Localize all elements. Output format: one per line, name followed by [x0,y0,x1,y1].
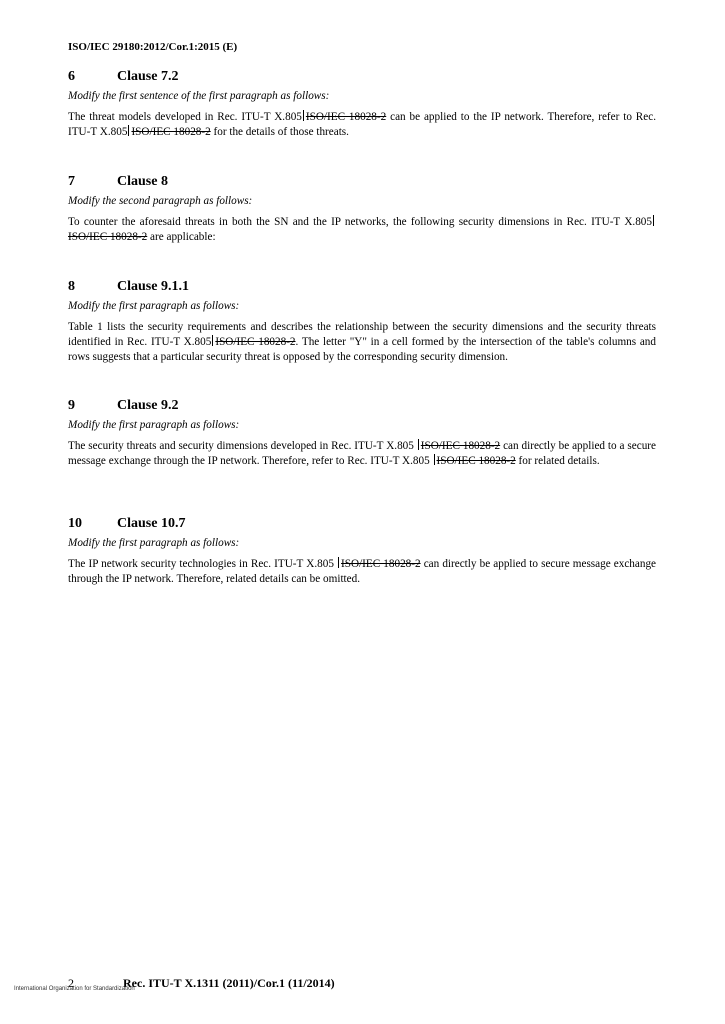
separator-bar [434,454,435,465]
section-clause-10-7 [68,514,656,587]
paragraph-text: Table 1 lists the security requirements and describes the relationship between the security dimensions and the security threats identified in Rec. ITU-T X.805 [68,321,656,348]
deleted-reference: ISO/IEC 18028-2 [436,455,516,467]
section-paragraph [68,439,656,469]
paragraph-text: The IP network security technologies in Rec. ITU-T X.805 [68,558,338,570]
paragraph-text: The security threats and security dimensions developed in Rec. ITU-T X.805 [68,440,417,452]
deleted-reference: ISO/IEC 18028-2 [215,336,296,348]
deleted-reference: ISO/IEC 18028-2 [341,558,421,570]
paragraph-text: can be applied to the IP network. Therefore, refer to Rec. ITU-T X.805 [68,111,656,138]
paragraph-text: can directly be applied to a secure message exchange through the IP network. Therefore, refer to Rec. ITU-T X.805 [68,440,656,467]
section-heading [68,172,656,192]
footer-title: Rec. ITU-T X.1311 (2011)/Cor.1 (11/2014) [123,976,335,990]
section-paragraph [68,110,656,140]
separator-bar [653,215,654,226]
page-number: 2 [68,976,74,990]
separator-bar [418,439,419,450]
section-clause-8 [68,172,656,245]
deleted-reference: ISO/IEC 18028-2 [68,231,148,243]
paragraph-text: . The letter "Y" in a cell formed by the intersection of the table's columns and rows suggests that a particular security threat is opposed by the corresponding security dimension. [68,336,656,363]
separator-bar [212,335,213,346]
document-id-header: ISO/IEC 29180:2012/Cor.1:2015 (E) [68,41,238,53]
edit-instruction: Modify the second paragraph as follows: [68,195,253,207]
section-number: 7 [68,174,75,189]
section-clause-9-2 [68,396,656,469]
section-number: 6 [68,69,75,84]
edit-instruction: Modify the first paragraph as follows: [68,419,240,431]
deleted-reference: ISO/IEC 18028-2 [131,126,211,138]
edit-instruction: Modify the first paragraph as follows: [68,537,240,549]
section-heading [68,514,656,534]
section-title: Clause 9.2 [117,398,179,413]
section-number: 10 [68,516,82,531]
paragraph-text: can directly be applied to secure message exchange through the IP network. Therefore, related details can be omitted. [68,558,657,585]
paragraph-text: for related details. [515,455,600,467]
paragraph-text: The threat models developed in Rec. ITU-T X.805 [68,111,302,123]
section-clause-9-1-1 [68,277,656,365]
paragraph-text: for the details of those threats. [210,126,349,138]
section-number: 9 [68,398,75,413]
section-title: Clause 7.2 [117,69,179,84]
separator-bar [338,557,339,568]
section-title: Clause 9.1.1 [117,279,189,294]
section-heading [68,277,656,297]
section-heading [68,67,656,87]
footer-organization: International Organization for Standardization [14,986,135,992]
separator-bar [303,110,304,121]
deleted-reference: ISO/IEC 18028-2 [420,440,501,452]
section-paragraph [68,557,656,587]
paragraph-text: are applicable: [147,231,216,243]
separator-bar [128,125,129,136]
edit-instruction: Modify the first sentence of the first paragraph as follows: [68,90,330,102]
deleted-reference: ISO/IEC 18028-2 [305,111,387,123]
section-number: 8 [68,279,75,294]
paragraph-text: To counter the aforesaid threats in both the SN and the IP networks, the following security dimensions in Rec. ITU-T X.805 [68,216,652,228]
section-heading [68,396,656,416]
section-title: Clause 8 [117,174,168,189]
section-paragraph [68,215,656,245]
section-paragraph [68,320,656,365]
section-clause-7-2 [68,67,656,140]
section-title: Clause 10.7 [117,516,186,531]
edit-instruction: Modify the first paragraph as follows: [68,300,240,312]
